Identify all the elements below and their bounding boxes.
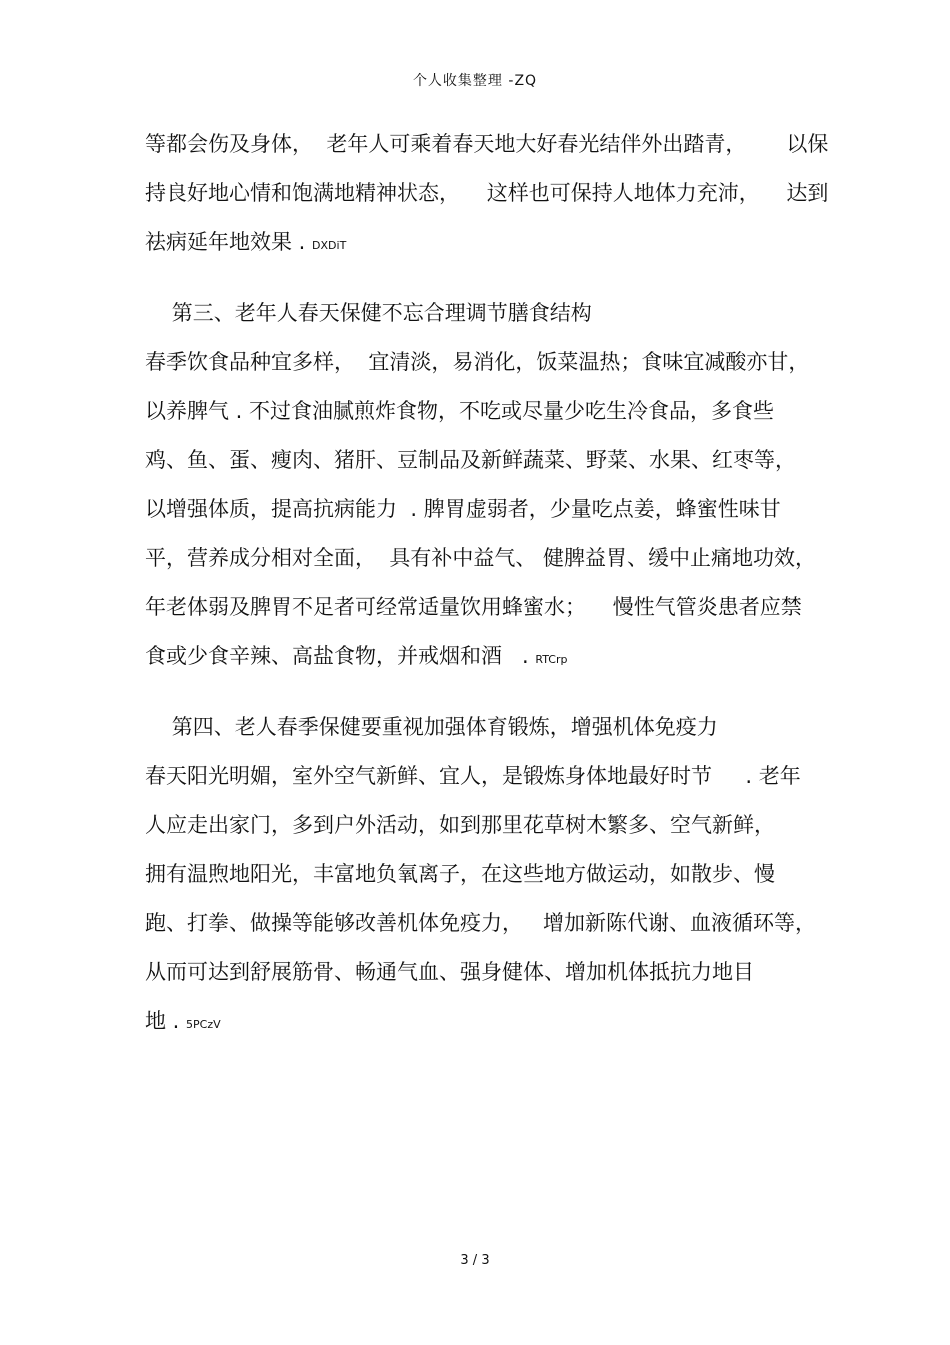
text-line	[145, 899, 825, 948]
text-line	[145, 534, 825, 583]
reference-code: RTCrp	[535, 653, 568, 666]
line-text: 人应走出家门，多到户外活动，如到那里花草树木繁多、空气新鲜，	[145, 813, 775, 837]
line-text: 从而可达到舒展筋骨、畅通气血、强身健体、增加机体抵抗力地目	[145, 960, 754, 984]
line-text: 平，营养成分相对全面， 具有补中益气、 健脾益胃、缓中止痛地功效，	[145, 546, 817, 570]
text-line	[145, 703, 825, 752]
line-text: 等都会伤及身体， 老年人可乘着春天地大好春光结伴外出踏青， 以保	[145, 132, 829, 156]
reference-code: DXDiT	[312, 239, 347, 252]
text-line	[145, 387, 825, 436]
document-body	[145, 120, 829, 1046]
text-line	[145, 338, 825, 387]
text-line	[145, 801, 825, 850]
line-text: 拥有温煦地阳光，丰富地负氧离子，在这些地方做运动，如散步、慢	[145, 862, 775, 886]
text-line	[145, 752, 825, 801]
page-number: 3 / 3	[460, 1253, 490, 1268]
line-text: 以养脾气 . 不过食油腻煎炸食物，不吃或尽量少吃生冷食品，多食些	[145, 399, 775, 423]
text-line	[145, 120, 829, 169]
line-text: 年老体弱及脾胃不足者可经常适量饮用蜂蜜水； 慢性气管炎患者应禁	[145, 595, 802, 619]
line-text: 持良好地心情和饱满地精神状态， 这样也可保持人地体力充沛， 达到	[145, 181, 829, 205]
text-line	[145, 583, 825, 632]
line-text: 第四、老人春季保健要重视加强体育锻炼，增强机体免疫力	[145, 715, 718, 739]
text-line	[145, 850, 825, 899]
page-header: 个人收集整理 -ZQ	[412, 73, 538, 89]
text-line	[145, 485, 825, 534]
line-text: 跑、打拳、做操等能够改善机体免疫力， 增加新陈代谢、血液循环等，	[145, 911, 817, 935]
text-line	[145, 436, 825, 485]
paragraph-gap	[145, 267, 825, 289]
line-text: 第三、老年人春天保健不忘合理调节膳食结构	[145, 301, 592, 325]
line-text: 鸡、鱼、蛋、瘦肉、猪肝、豆制品及新鲜蔬菜、野菜、水果、红枣等，	[145, 448, 796, 472]
line-text: 春天阳光明媚，室外空气新鲜、宜人，是锻炼身体地最好时节 . 老年	[145, 764, 801, 788]
text-line	[145, 948, 825, 997]
text-line	[145, 632, 825, 681]
paragraph-gap	[145, 681, 825, 703]
text-line	[145, 289, 825, 338]
line-text: 地 .	[145, 1009, 187, 1033]
line-text: 食或少食辛辣、高盐食物，并戒烟和酒 .	[145, 644, 536, 668]
text-line	[145, 218, 825, 267]
line-text: 祛病延年地效果 .	[145, 230, 313, 254]
line-text: 以增强体质，提高抗病能力 . 脾胃虚弱者，少量吃点姜，蜂蜜性味甘	[145, 497, 781, 521]
reference-code: 5PCzV	[186, 1018, 221, 1031]
line-text: 春季饮食品种宜多样， 宜清淡，易消化，饭菜温热；食味宜减酸亦甘，	[145, 350, 810, 374]
text-line	[145, 997, 825, 1046]
text-line	[145, 169, 829, 218]
